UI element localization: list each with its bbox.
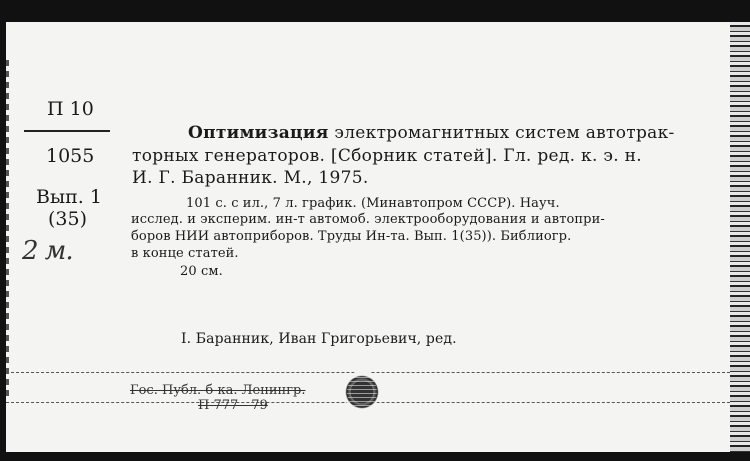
description-line-4: в конце статей.	[131, 246, 239, 261]
title-line-1	[188, 123, 675, 143]
handwritten-mark: 2 м.	[22, 236, 73, 266]
round-stamp-texture	[347, 374, 377, 410]
call-number-rule	[24, 130, 110, 132]
description-line-3: боров НИИ автоприборов. Труды Ин-та. Вып. 1(35)). Библиогр.	[131, 229, 572, 244]
series-number: (35)	[48, 208, 88, 230]
card-edge	[730, 22, 750, 452]
size: 20 см.	[180, 264, 223, 279]
added-entry: I. Баранник, Иван Григорьевич, ред.	[181, 331, 457, 347]
description-line-2: исслед. и эксперим. ин-т автомоб. электрооборудования и автопри-	[131, 212, 605, 227]
card-left-border	[6, 60, 9, 400]
title-bold: Оптимизация	[188, 123, 329, 143]
call-number: П 10	[47, 98, 94, 120]
series-issue: Вып. 1	[36, 186, 102, 208]
library-stamp-line-1: Гос. Публ. б-ка. Ленингр.	[130, 383, 306, 398]
inventory-number: 1055	[46, 145, 95, 167]
description-line-1: 101 с. с ил., 7 л. график. (Минавтопром СССР). Науч.	[186, 196, 560, 211]
title-line-2: торных генераторов. [Сборник статей]. Гл. ред. к. э. н.	[132, 146, 642, 166]
library-stamp-line-2: П 777—79	[198, 398, 268, 413]
title-line-3: И. Г. Баранник. М., 1975.	[132, 168, 369, 188]
title-line-1-rest: электромагнитных систем автотрак-	[328, 123, 675, 143]
